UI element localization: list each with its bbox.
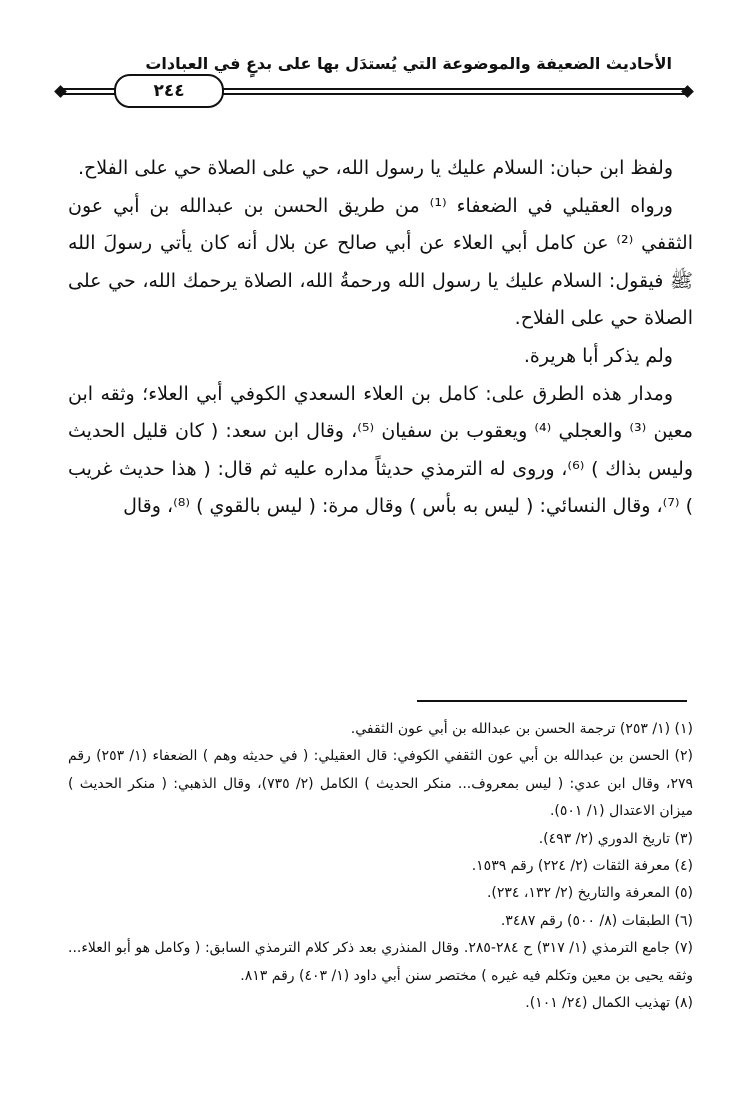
- body-paragraph: ولفظ ابن حبان: السلام عليك يا رسول الله، حي على الصلاة حي على الفلاح.: [78, 157, 673, 179]
- body-paragraph: ومدار هذه الطرق على: كامل بن العلاء السعدي الكوفي أبي العلاء؛ وثقه ابن معين ⁽³⁾ والعجلي ⁽⁴⁾ ويعقوب بن سفيان ⁽⁵⁾، وقال ابن سعد: ( كان قليل الحديث وليس بذاك ) ⁽⁶⁾، وروى له الترمذي حديثاً مداره عليه ثم قال: ( هذا حديث غريب ) ⁽⁷⁾، وقال النسائي: ( ليس به بأس ) وقال مرة: ( ليس بالقوي ) ⁽⁸⁾، وقال: [68, 382, 694, 518]
- footnote-3: (٣) تاريخ الدوري (٢/ ٤٩٣).: [538, 830, 693, 847]
- header-title: الأحاديث الضعيفة والموضوعة التي يُستدَل بها على بدعٍ في العبادات: [145, 54, 672, 73]
- footnotes: [68, 716, 693, 1017]
- footnote-8: (٨) تهذيب الكمال (٢٤/ ١٠١).: [525, 995, 693, 1012]
- footnote-separator: [417, 700, 687, 702]
- footnote-7: (٧) جامع الترمذي (١/ ٣١٧) ح ٢٨٤-٢٨٥. وقال المنذري بعد ذكر كلام الترمذي السابق: ( وكامل هو أبو العلاء... وثقه يحيى بن معين وتكلم فيه غيره ) مختصر سنن أبي داود (١/ ٤٠٣) رقم ٨١٣.: [68, 940, 693, 984]
- footnote-2: (٢) الحسن بن عبدالله بن أبي عون الثقفي الكوفي: قال العقيلي: ( في حديثه وهم ) الضعفاء (١/ ٢٥٣) رقم ٢٧٩، وقال ابن عدي: ( ليس بمعروف... منكر الحديث ) الكامل (٢/ ٧٣٥)، وقال الذهبي: ( منكر الحديث ) ميزان الاعتدال (١/ ٥٠١).: [68, 748, 694, 820]
- footnote-1: (١) (١/ ٢٥٣) ترجمة الحسن بن عبدالله بن أبي عون الثقفي.: [350, 721, 693, 737]
- page-number: ٢٤٤: [114, 74, 224, 108]
- footnote-6: (٦) الطبقات (٨/ ٥٠٠) رقم ٣٤٨٧.: [500, 912, 693, 929]
- body-paragraph: ولم يذكر أبا هريرة.: [523, 344, 673, 367]
- footnote-5: (٥) المعرفة والتاريخ (٢/ ١٣٢، ٢٣٤).: [486, 885, 693, 902]
- main-text: [68, 150, 693, 526]
- body-paragraph: ورواه العقيلي في الضعفاء ⁽¹⁾ من طريق الحسن بن عبدالله بن أبي عون الثقفي ⁽²⁾ عن كامل أبي العلاء عن أبي صالح عن بلال أنه كان يأتي رسولَ الله ﷺ فيقول: السلام عليك يا رسول الله ورحمةُ الله، الصلاة يرحمك الله، حي على الصلاة حي على الفلاح.: [68, 194, 693, 330]
- footnote-4: (٤) معرفة الثقات (٢/ ٢٢٤) رقم ١٥٣٩.: [471, 858, 693, 875]
